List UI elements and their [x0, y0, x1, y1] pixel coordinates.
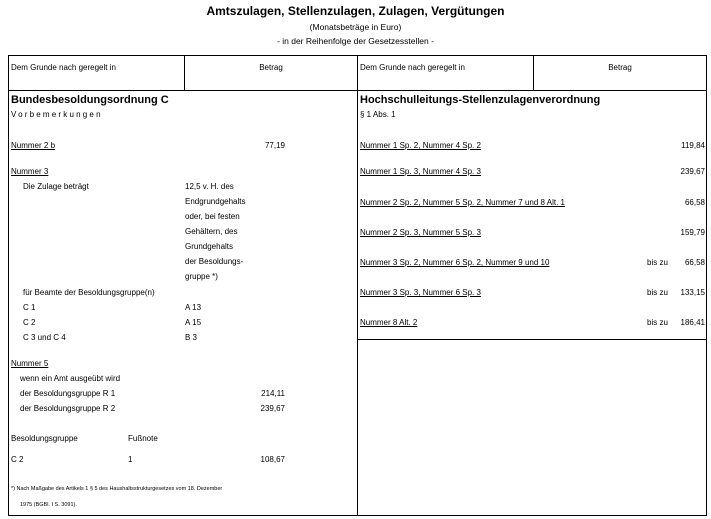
right-row-amount: 239,67 — [680, 167, 705, 176]
nr3-group: C 1 — [23, 303, 36, 312]
right-row-label: Nummer 2 Sp. 2, Nummer 5 Sp. 2, Nummer 7 und 8 Alt. 1 — [360, 198, 565, 207]
nr3-group: C 3 und C 4 — [23, 333, 66, 342]
nr2b-amount: 77,19 — [264, 141, 285, 150]
right-row-amount: 159,79 — [680, 228, 705, 237]
left-header-divider — [184, 55, 185, 91]
right-row-amount: 186,41 — [680, 318, 705, 327]
left-header-basis: Dem Grunde nach geregelt in — [11, 63, 116, 72]
right-row-prefix: bis zu — [647, 318, 668, 327]
besoldungsgruppe-header: Besoldungsgruppe — [11, 434, 78, 443]
right-row-label: Nummer 2 Sp. 3, Nummer 5 Sp. 3 — [360, 228, 481, 237]
page-subtitle-order: - in der Reihenfolge der Gesetzesstellen - — [277, 36, 434, 46]
page-subtitle-units: (Monatsbeträge in Euro) — [309, 22, 402, 32]
nr3-group-value: B 3 — [185, 333, 198, 342]
vorbemerkungen-label: Vorbemerkungen — [11, 110, 103, 119]
right-row-label: Nummer 1 Sp. 3, Nummer 4 Sp. 3 — [360, 167, 481, 176]
nr2b-label: Nummer 2 b — [11, 141, 56, 150]
right-row-amount: 119,84 — [681, 141, 705, 150]
nr3-text-line: Endgrundgehalts — [185, 197, 246, 206]
right-row-label: Nummer 8 Alt. 2 — [360, 318, 418, 327]
right-row-amount: 66,58 — [684, 258, 705, 267]
nr3-text-line: Grundgehalts — [185, 242, 234, 251]
right-section-title: Hochschulleitungs-Stellenzulagenverordnung — [360, 94, 601, 106]
nr5-row-label: der Besoldungsgruppe R 1 — [20, 389, 116, 398]
right-row-amount: 133,15 — [680, 288, 705, 297]
nr5-row-amount: 239,67 — [260, 404, 285, 413]
nr5-label: Nummer 5 — [11, 359, 49, 368]
right-header-divider — [533, 55, 534, 91]
right-row-label: Nummer 1 Sp. 2, Nummer 4 Sp. 2 — [360, 141, 481, 150]
nr3-group-value: A 13 — [185, 303, 202, 312]
right-row-prefix: bis zu — [647, 288, 668, 297]
nr3-die-zulage: Die Zulage beträgt — [23, 182, 89, 191]
table-middle-divider — [357, 55, 358, 516]
fussnote-header: Fußnote — [128, 434, 158, 443]
nr3-text-line: 12,5 v. H. des — [185, 182, 234, 191]
nr3-text-line: oder, bei festen — [185, 212, 240, 221]
nr3-group-value: A 15 — [185, 318, 202, 327]
footnote-line: *) Nach Maßgabe des Artikels 1 § 5 des Haushaltsstrukturgesetzes vom 18. Dezember — [11, 486, 223, 492]
right-row-amount: 66,58 — [684, 198, 705, 207]
nr3-label: Nummer 3 — [11, 167, 49, 176]
right-row-label: Nummer 3 Sp. 3, Nummer 6 Sp. 3 — [360, 288, 481, 297]
table-left-border — [8, 55, 9, 516]
c2-amount: 108,67 — [260, 455, 285, 464]
nr5-row-label: der Besoldungsgruppe R 2 — [20, 404, 116, 413]
nr3-text-line: der Besoldungs- — [185, 257, 244, 266]
nr5-wenn: wenn ein Amt ausgeübt wird — [20, 374, 121, 383]
right-para: § 1 Abs. 1 — [360, 110, 396, 119]
footnote-line: 1975 (BGBl. I S. 3091). — [20, 502, 77, 508]
nr3-text-line: Gehältern, des — [185, 227, 238, 236]
page-title: Amtszulagen, Stellenzulagen, Zulagen, Vergütungen — [206, 4, 505, 18]
nr3-fuer-beamte: für Beamte der Besoldungsgruppe(n) — [23, 288, 155, 297]
right-header-amount: Betrag — [608, 63, 632, 72]
nr3-group: C 2 — [23, 318, 36, 327]
left-section-title: Bundesbesoldungsordnung C — [11, 94, 169, 106]
nr5-row-amount: 214,11 — [261, 389, 285, 398]
right-row-label: Nummer 3 Sp. 2, Nummer 6 Sp. 2, Nummer 9 und 10 — [360, 258, 550, 267]
right-header-basis: Dem Grunde nach geregelt in — [360, 63, 465, 72]
right-row-prefix: bis zu — [647, 258, 668, 267]
left-header-amount: Betrag — [259, 63, 283, 72]
right-section-rule — [357, 339, 707, 340]
nr3-text-line: gruppe *) — [185, 272, 218, 281]
c2-group: C 2 — [11, 455, 24, 464]
table-right-border — [706, 55, 707, 516]
c2-note: 1 — [128, 455, 133, 464]
